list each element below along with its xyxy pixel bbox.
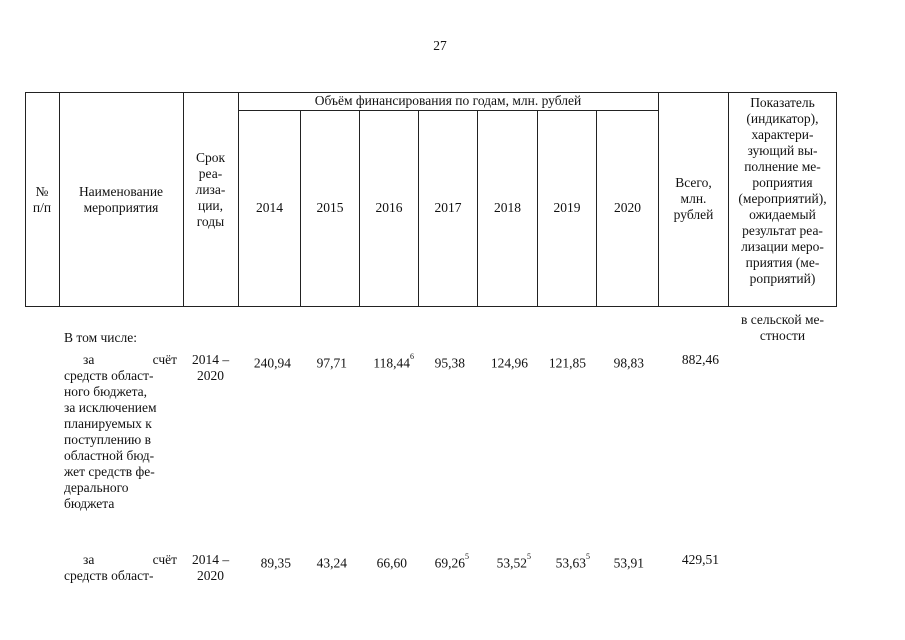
row-value: 66,60 [376, 555, 407, 571]
row-value: 98,83 [613, 355, 644, 371]
header-year: 2018 [494, 200, 521, 215]
header-year: 2017 [434, 200, 462, 215]
page-number: 27 [433, 38, 447, 53]
header-term: Срок реа- лиза- ции, годы [195, 150, 226, 229]
row-value: 43,24 [316, 555, 347, 571]
header-year: 2014 [256, 200, 283, 215]
row-name: средств област- [64, 568, 154, 583]
row-value: 97,71 [316, 355, 347, 371]
header-year: 2019 [553, 200, 581, 215]
row-name-first-line: за счёт [83, 352, 177, 367]
row-value: 53,63$^5$ [555, 552, 590, 571]
header-funding: Объём финансирования по годам, млн. рублей [314, 93, 582, 108]
row-value: 69,26$^5$ [434, 552, 469, 571]
header-indicator: Показатель (индикатор), характери- зующий вы- полнение ме- роприятия (мероприятий), ожидаемый результат реа- лизации меро- приятия (ме- роприятий) [738, 95, 827, 286]
row-value: 53,91 [613, 555, 644, 571]
header-num: № п/п [32, 184, 52, 215]
row-value: 124,96 [490, 355, 528, 371]
row-term: 2014 – 2020 [191, 352, 230, 383]
row-total: 429,51 [681, 552, 719, 567]
including-label: В том числе: [64, 330, 137, 345]
indicator-continuation: в сельской ме- стности [740, 312, 825, 343]
header-year: 2015 [316, 200, 344, 215]
header-name: Наименование мероприятия [78, 184, 164, 215]
row-value: 121,85 [548, 355, 586, 371]
row-value: 240,94 [253, 355, 291, 371]
row-value: 118,44$^6$ [373, 352, 414, 371]
row-name: средств област- ного бюджета, за исключением планируемых к поступлению в областной бюд- жет средств фе- дерального бюджета [64, 368, 157, 511]
row-name-first-line: за счёт [83, 552, 177, 567]
row-total: 882,46 [681, 352, 719, 367]
header-year: 2016 [375, 200, 403, 215]
header-total: Всего, млн. рублей [673, 175, 714, 222]
row-value: 89,35 [260, 555, 291, 571]
row-value: 95,38 [434, 355, 465, 371]
row-term: 2014 – 2020 [191, 552, 230, 583]
header-year: 2020 [614, 200, 641, 215]
row-value: 53,52$^5$ [496, 552, 531, 571]
